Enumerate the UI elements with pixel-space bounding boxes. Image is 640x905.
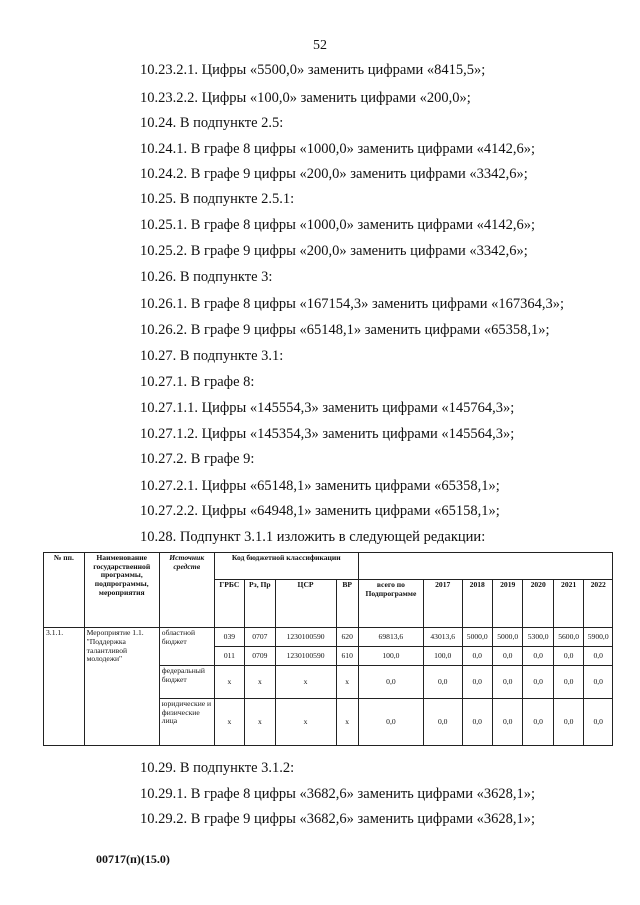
paragraph-line: 10.27.2.1. Цифры «65148,1» заменить цифрами «65358,1»; [140, 478, 500, 494]
paragraph-line: 10.23.2.1. Цифры «5500,0» заменить цифрами «8415,5»; [140, 62, 486, 78]
cell-source: областной бюджет [159, 628, 214, 666]
cell-2020: 5300,0 [523, 628, 553, 647]
paragraph-line: 10.25.1. В графе 8 цифры «1000,0» заменить цифрами «4142,6»; [140, 217, 535, 233]
paragraph-line: 10.27.1.1. Цифры «145554,3» заменить цифрами «145764,3»; [140, 400, 515, 416]
cell-total: 69813,6 [358, 628, 423, 647]
cell-2017: 100,0 [423, 647, 462, 666]
col-header-2021: 2021 [553, 580, 583, 628]
budget-table [43, 552, 613, 746]
cell-rz: 0709 [245, 647, 275, 666]
col-header-2017: 2017 [423, 580, 462, 628]
cell-2022: 0,0 [584, 698, 613, 745]
cell-grbs: 011 [214, 647, 244, 666]
col-header-2022: 2022 [584, 580, 613, 628]
paragraph-line: 10.25.2. В графе 9 цифры «200,0» заменить цифрами «3342,6»; [140, 243, 528, 259]
paragraph-line: 10.27.1.2. Цифры «145354,3» заменить цифрами «145564,3»; [140, 426, 515, 442]
col-header-2018: 2018 [462, 580, 492, 628]
cell-2017: 0,0 [423, 665, 462, 698]
page-number: 52 [313, 38, 327, 53]
col-header-total: всего по Подпрограмме [358, 580, 423, 628]
col-header-source: Источник средств [159, 553, 214, 628]
col-header-kbk: Код бюджетной классификации [214, 553, 358, 580]
col-header-2019: 2019 [492, 580, 522, 628]
cell-2018: 0,0 [462, 647, 492, 666]
cell-2022: 5900,0 [584, 628, 613, 647]
paragraph-line: 10.26.1. В графе 8 цифры «167154,3» заменить цифрами «167364,3»; [140, 296, 564, 312]
cell-2019: 0,0 [492, 665, 522, 698]
cell-source: федеральный бюджет [159, 665, 214, 698]
col-header-grbs: ГРБС [214, 580, 244, 628]
cell-2020: 0,0 [523, 665, 553, 698]
document-code: 00717(п)(15.0) [96, 852, 170, 866]
col-header-rz: Рз, Пр [245, 580, 275, 628]
cell-grbs: x [214, 698, 244, 745]
paragraph-line: 10.29.2. В графе 9 цифры «3682,6» заменить цифрами «3628,1»; [140, 811, 535, 827]
cell-2020: 0,0 [523, 698, 553, 745]
col-header-name: Наименование государственной программы, подпрограммы, мероприятия [84, 553, 159, 628]
cell-2021: 0,0 [553, 665, 583, 698]
cell-rz: x [245, 665, 275, 698]
cell-2022: 0,0 [584, 647, 613, 666]
cell-vr: 620 [336, 628, 358, 647]
cell-total: 100,0 [358, 647, 423, 666]
cell-2018: 0,0 [462, 665, 492, 698]
cell-csr: x [275, 665, 336, 698]
paragraph-line: 10.27.2. В графе 9: [140, 451, 255, 467]
cell-source: юридические и физические лица [159, 698, 214, 745]
paragraph-line: 10.28. Подпункт 3.1.1 изложить в следующей редакции: [140, 529, 486, 545]
cell-2018: 5000,0 [462, 628, 492, 647]
cell-csr: 1230100590 [275, 628, 336, 647]
paragraph-line: 10.27.1. В графе 8: [140, 374, 255, 390]
paragraph-line: 10.29.1. В графе 8 цифры «3682,6» заменить цифрами «3628,1»; [140, 786, 535, 802]
cell-2021: 0,0 [553, 647, 583, 666]
cell-2019: 0,0 [492, 647, 522, 666]
cell-2021: 5600,0 [553, 628, 583, 647]
cell-csr: x [275, 698, 336, 745]
cell-2019: 5000,0 [492, 628, 522, 647]
paragraph-line: 10.26.2. В графе 9 цифры «65148,1» заменить цифрами «65358,1»; [140, 322, 550, 338]
paragraph-line: 10.25. В подпункте 2.5.1: [140, 191, 295, 207]
cell-2022: 0,0 [584, 665, 613, 698]
col-header-vr: ВР [336, 580, 358, 628]
table-row [44, 628, 613, 647]
paragraph-line: 10.24.1. В графе 8 цифры «1000,0» заменить цифрами «4142,6»; [140, 141, 535, 157]
cell-rz: x [245, 698, 275, 745]
paragraph-line: 10.24.2. В графе 9 цифры «200,0» заменить цифрами «3342,6»; [140, 166, 528, 182]
cell-vr: x [336, 698, 358, 745]
paragraph-line: 10.26. В подпункте 3: [140, 269, 273, 285]
col-header-empty [358, 553, 612, 580]
cell-total: 0,0 [358, 665, 423, 698]
cell-2019: 0,0 [492, 698, 522, 745]
cell-vr: x [336, 665, 358, 698]
cell-2017: 43013,6 [423, 628, 462, 647]
paragraph-line: 10.27. В подпункте 3.1: [140, 348, 284, 364]
cell-2017: 0,0 [423, 698, 462, 745]
paragraph-line: 10.27.2.2. Цифры «64948,1» заменить цифрами «65158,1»; [140, 503, 500, 519]
cell-2018: 0,0 [462, 698, 492, 745]
paragraph-line: 10.24. В подпункте 2.5: [140, 115, 284, 131]
table-header-row [44, 553, 613, 580]
row-number: 3.1.1. [44, 628, 85, 746]
cell-2021: 0,0 [553, 698, 583, 745]
cell-2020: 0,0 [523, 647, 553, 666]
cell-csr: 1230100590 [275, 647, 336, 666]
paragraph-line: 10.23.2.2. Цифры «100,0» заменить цифрами «200,0»; [140, 90, 471, 106]
cell-rz: 0707 [245, 628, 275, 647]
cell-grbs: x [214, 665, 244, 698]
cell-grbs: 039 [214, 628, 244, 647]
paragraph-line: 10.29. В подпункте 3.1.2: [140, 760, 295, 776]
col-header-csr: ЦСР [275, 580, 336, 628]
row-name: Мероприятие 1.1. "Поддержка талантливой молодежи" [84, 628, 159, 746]
cell-total: 0,0 [358, 698, 423, 745]
col-header-2020: 2020 [523, 580, 553, 628]
cell-vr: 610 [336, 647, 358, 666]
col-header-num: № пп. [44, 553, 85, 628]
